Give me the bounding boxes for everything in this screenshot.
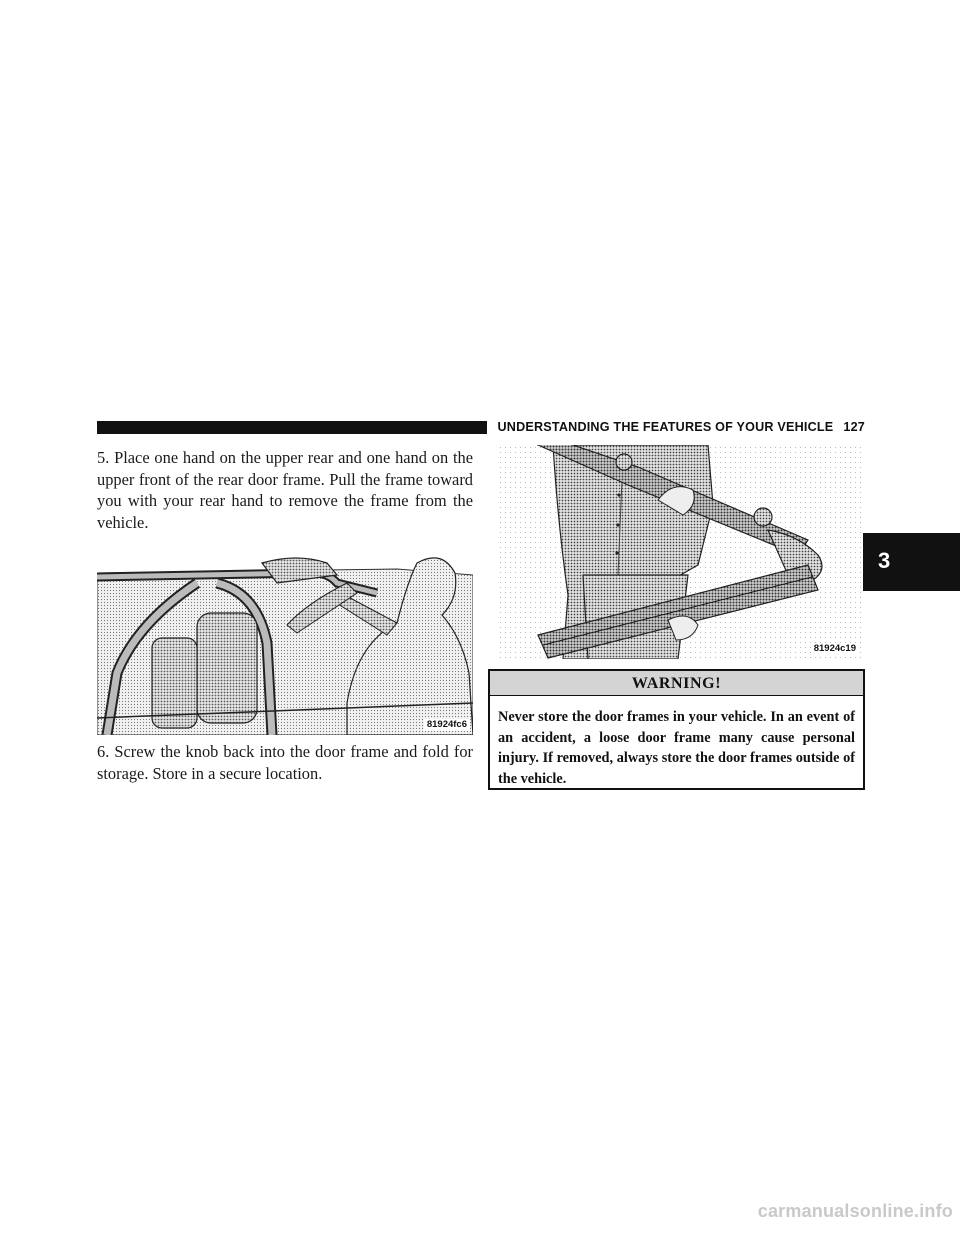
warning-body: Never store the door frames in your vehicle. In an event of an accident, a loose door frame many cause personal injury. If removed, always store the door frames outside of the vehicle. <box>498 709 855 787</box>
figure-code: 81924c19 <box>811 643 859 655</box>
warning-title: WARNING! <box>490 671 863 696</box>
folded-door-frame-illustration <box>498 445 863 659</box>
chapter-number: 3 <box>878 548 891 573</box>
chapter-tab[interactable] <box>858 533 960 591</box>
watermark: carmanualsonline.info <box>757 1201 953 1221</box>
page-number: 127 <box>843 420 865 434</box>
running-header <box>497 419 865 435</box>
section-title: UNDERSTANDING THE FEATURES OF YOUR VEHICLE <box>497 420 834 434</box>
door-frame-removal-illustration <box>97 553 473 735</box>
figure-code: 81924fc6 <box>424 719 470 731</box>
step-5-text: 5. Place one hand on the upper rear and one hand on the upper front of the rear door frame. Pull the frame toward you with your rear hand to remove the frame from the vehicle. <box>97 448 473 532</box>
warning-box <box>488 669 865 790</box>
header-rule <box>97 421 487 434</box>
step-6-text: 6. Screw the knob back into the door frame and fold for storage. Store in a secure location. <box>97 742 473 783</box>
